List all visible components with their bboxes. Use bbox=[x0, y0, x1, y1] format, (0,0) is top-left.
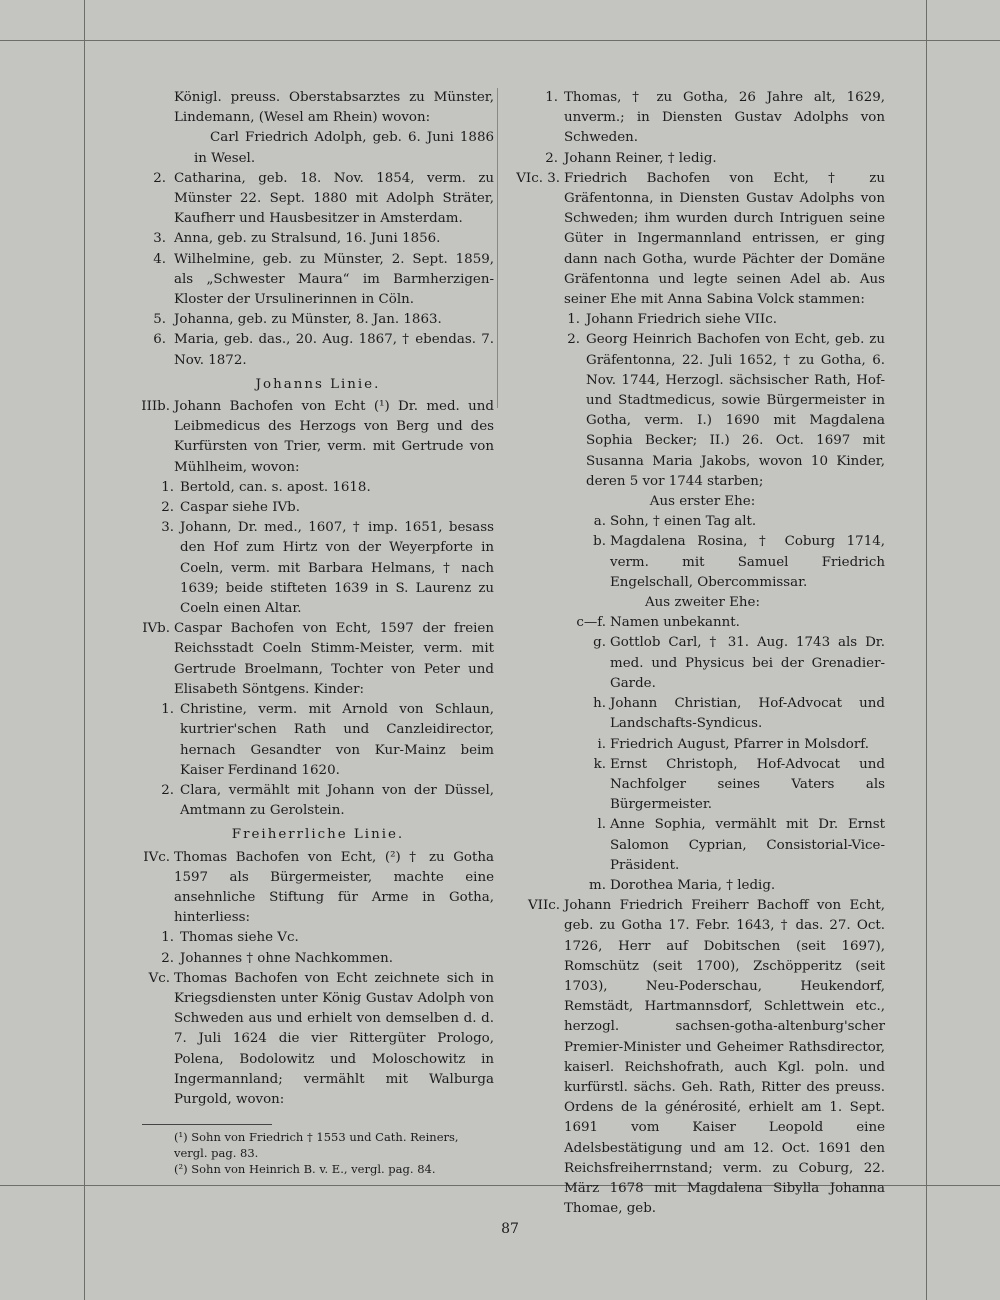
item-number: 1. bbox=[161, 479, 174, 495]
item-letter: m. bbox=[589, 877, 606, 893]
item-number: 5. bbox=[153, 312, 166, 328]
genealogy-entry bbox=[520, 896, 885, 1219]
item-number: 2. bbox=[161, 782, 174, 798]
item-letter: b. bbox=[593, 534, 606, 550]
item-letter: l. bbox=[597, 817, 606, 833]
item-letter: k. bbox=[593, 756, 606, 772]
entry-text: Johann Friedrich Freiherr Bachoff von Echt, geb. zu Gotha 17. Febr. 1643, † das. 27. Oct. 1726, Herr auf Dobitschen (seit 1697), Romschütz (seit 1700), Zschöpperitz (seit 1703), Neu-Poderschau, Heukendorf, Remstädt, Hartmannsdorf, Schlettwein etc., herzogl. sachsen-gotha-altenburg'scher Premier-Minister und Geheimer Rathsdirector, kaiserl. Reichshofrath, auch Kgl. poln. und kurfürstl. sächs. Geh. Rath, Ritter des preuss. Ordens de la générosité, erhielt am 1. Sept. 1691 vom Kaiser Leopold eine Adelsbestätigung und am 12. Oct. 1691 den Reichsfreiherrnstand; verm. zu Coburg, 22. März 1678 mit Magdalena Sibylla Johanna Thomae, geb. bbox=[564, 898, 885, 1217]
item-number: 2. bbox=[567, 332, 580, 348]
item-number: 3. bbox=[153, 231, 166, 247]
item-text: Ernst Christoph, Hof-Advocat und Nachfolger seines Vaters als Bürgermeister. bbox=[610, 756, 885, 813]
item-letter: i. bbox=[597, 736, 606, 752]
list-item bbox=[520, 532, 885, 593]
list-item bbox=[520, 330, 885, 492]
genealogy-entry bbox=[516, 169, 885, 310]
entry-text: Thomas Bachofen von Echt, (²) † zu Gotha 1597 als Bürgermeister, machte eine ansehnliche Stiftung für Arme in Gotha, hinterliess: bbox=[174, 849, 494, 926]
entry-text: Caspar Bachofen von Echt, 1597 der freien Reichsstadt Coeln Stimm-Meister, verm. mit Gertrude Broelmann, Tochter von Peter und Elisabeth Söntgens. Kinder: bbox=[174, 621, 494, 697]
generation-label: IVb. bbox=[142, 621, 170, 637]
item-text: Bertold, can. s. apost. 1618. bbox=[180, 479, 371, 495]
subheading: Aus zweiter Ehe: bbox=[645, 595, 760, 611]
paragraph bbox=[142, 88, 494, 128]
list-item bbox=[520, 310, 885, 330]
list-item bbox=[520, 735, 885, 755]
list-item bbox=[142, 498, 494, 518]
item-number: 2. bbox=[161, 500, 174, 516]
item-text: Anne Sophia, vermählt mit Dr. Ernst Salomon Cyprian, Consistorial-Vice-Präsident. bbox=[610, 817, 885, 873]
item-letter: g. bbox=[593, 635, 606, 651]
right-margin-rule bbox=[926, 0, 927, 1300]
list-item bbox=[142, 229, 494, 249]
list-item bbox=[142, 169, 494, 230]
item-text: Caspar siehe IVb. bbox=[180, 500, 300, 516]
entry-text: Friedrich Bachofen von Echt, † zu Gräfentonna, in Diensten Gustav Adolphs von Schweden; ihm wurden durch Intriguen seine Güter in Ingermannland entrissen, er ging dann nach Gotha, wurde Pächter der Domäne Gräfentonna und legte seinen Adel ab. Aus seiner Ehe mit Anna Sabina Volck stammen: bbox=[564, 170, 885, 308]
item-text: Johann, Dr. med., 1607, † imp. 1651, besass den Hof zum Hirtz von der Weyerpforte in Coeln, verm. mit Barbara Helmans, † nach 1639; beide stifteten 1639 in S. Laurenz zu Coeln einen Altar. bbox=[180, 520, 494, 617]
item-letter: h. bbox=[593, 696, 606, 712]
list-item bbox=[520, 633, 885, 694]
genealogy-entry bbox=[142, 848, 494, 929]
item-text: Gottlob Carl, † 31. Aug. 1743 als Dr. med. und Physicus bei der Grenadier-Garde. bbox=[610, 635, 885, 691]
item-text: Maria, geb. das., 20. Aug. 1867, † ebendas. 7. Nov. 1872. bbox=[174, 332, 494, 368]
entry-text: Johann Bachofen von Echt (¹) Dr. med. und Leibmedicus des Herzogs von Berg und des Kurfürsten von Trier, verm. mit Gertrude von Mühlheim, wovon: bbox=[174, 399, 494, 475]
item-number: 1. bbox=[161, 702, 174, 718]
footnote: (¹) Sohn von Friedrich † 1553 und Cath. Reiners, vergl. pag. 83. bbox=[174, 1130, 459, 1161]
item-number: 2. bbox=[153, 170, 166, 186]
item-text: Friedrich August, Pfarrer in Molsdorf. bbox=[610, 736, 869, 752]
list-item bbox=[142, 700, 494, 781]
generation-label: VIIc. bbox=[527, 898, 560, 914]
list-item bbox=[520, 755, 885, 816]
genealogy-entry bbox=[142, 397, 494, 478]
list-item bbox=[142, 310, 494, 330]
section-heading: Freiherrliche Linie. bbox=[231, 827, 405, 843]
item-number: 2. bbox=[545, 150, 558, 166]
item-text: Clara, vermählt mit Johann von der Düssel, Amtmann zu Gerolstein. bbox=[180, 782, 494, 819]
list-item bbox=[520, 815, 885, 876]
item-number: 1. bbox=[567, 312, 580, 328]
item-text: Christine, verm. mit Arnold von Schlaun, kurtrier'schen Rath und Canzleidirector, hernach Gesandter von Kur-Mainz beim Kaiser Ferdinand 1620. bbox=[180, 702, 494, 778]
footnote-rule bbox=[142, 1124, 272, 1125]
item-number: 6. bbox=[153, 332, 166, 348]
generation-label: IVc. bbox=[143, 849, 170, 865]
list-item bbox=[520, 694, 885, 734]
paragraph bbox=[142, 128, 494, 168]
list-item bbox=[520, 88, 885, 149]
item-text: Johannes † ohne Nachkommen. bbox=[180, 950, 393, 966]
generation-label: IIIb. bbox=[141, 399, 170, 415]
list-item bbox=[142, 781, 494, 821]
list-item bbox=[520, 149, 885, 169]
item-text: Georg Heinrich Bachofen von Echt, geb. zu Gräfentonna, 22. Juli 1652, † zu Gotha, 6. Nov. 1744, Herzogl. sächsischer Rath, Hof- und Stadtmedicus, sowie Bürgermeister in Gotha, verm. I.) 1690 mit Magdalena Sophia Becker; II.) 26. Oct. 1697 mit Susanna Maria Jakobs, wovon 10 Kinder, deren 5 vor 1744 starben; bbox=[586, 332, 885, 489]
list-item bbox=[520, 876, 885, 896]
entry-text: Thomas Bachofen von Echt zeichnete sich in Kriegsdiensten unter König Gustav Adolph von Schweden aus und erhielt von demselben d. d. 7. Juli 1624 die vier Rittergüter Prologo, Polena, Bodolowitz und Moloschowitz in Ingermannland; vermählt mit Walburga Purgold, wovon: bbox=[174, 970, 494, 1107]
item-text: Johann Friedrich siehe VIIc. bbox=[586, 312, 777, 328]
item-text: Johann Christian, Hof-Advocat und Landschafts-Syndicus. bbox=[610, 696, 885, 732]
list-item bbox=[142, 949, 494, 969]
item-number: 2. bbox=[161, 950, 174, 966]
right-column bbox=[516, 88, 885, 1219]
subheading: Aus erster Ehe: bbox=[649, 494, 756, 510]
item-number: 1. bbox=[161, 930, 174, 946]
item-letter: c—f. bbox=[576, 615, 606, 631]
column-divider bbox=[497, 88, 498, 408]
list-item bbox=[520, 512, 885, 532]
item-text: Thomas siehe Vc. bbox=[180, 930, 299, 946]
footnote: (²) Sohn von Heinrich B. v. E., vergl. pag. 84. bbox=[174, 1162, 436, 1177]
list-item bbox=[520, 613, 885, 633]
generation-label: VIc. 3. bbox=[516, 170, 560, 186]
list-item bbox=[142, 478, 494, 498]
item-text: Namen unbekannt. bbox=[610, 615, 740, 631]
item-text: Johann Reiner, † ledig. bbox=[564, 150, 717, 166]
list-item bbox=[142, 518, 494, 619]
item-text: Johanna, geb. zu Münster, 8. Jan. 1863. bbox=[174, 312, 442, 328]
list-item bbox=[142, 330, 494, 370]
item-number: 4. bbox=[153, 251, 166, 267]
item-number: 1. bbox=[545, 90, 558, 105]
item-text: Catharina, geb. 18. Nov. 1854, verm. zu Münster 22. Sept. 1880 mit Adolph Sträter, Kaufherr und Hausbesitzer in Amsterdam. bbox=[174, 170, 494, 227]
left-margin-rule bbox=[84, 0, 85, 1300]
text: Carl Friedrich Adolph, geb. 6. Juni 1886 in Wesel. bbox=[194, 130, 494, 166]
item-text: Anna, geb. zu Stralsund, 16. Juni 1856. bbox=[174, 231, 441, 247]
list-item bbox=[142, 250, 494, 311]
generation-label: Vc. bbox=[148, 970, 170, 986]
genealogy-entry bbox=[142, 969, 494, 1110]
section-heading: Johanns Linie. bbox=[255, 376, 381, 392]
list-item bbox=[142, 928, 494, 948]
item-number: 3. bbox=[161, 520, 174, 536]
left-column bbox=[142, 88, 494, 1177]
page-number: 87 bbox=[501, 1221, 519, 1237]
item-text: Thomas, † zu Gotha, 26 Jahre alt, 1629, unverm.; in Diensten Gustav Adolphs von Schweden. bbox=[564, 90, 885, 146]
item-text: Magdalena Rosina, † Coburg 1714, verm. mit Samuel Friedrich Engelschall, Obercommissar. bbox=[610, 534, 885, 590]
item-text: Wilhelmine, geb. zu Münster, 2. Sept. 1859, als „Schwester Maura“ im Barmherzigen-Kloster der Ursulinerinnen in Cöln. bbox=[174, 251, 494, 308]
top-rule bbox=[0, 40, 1000, 41]
genealogy-entry bbox=[142, 619, 494, 700]
item-letter: a. bbox=[593, 514, 606, 530]
item-text: Sohn, † einen Tag alt. bbox=[610, 514, 757, 530]
text: Königl. preuss. Oberstabsarztes zu Münster, Lindemann, (Wesel am Rhein) wovon: bbox=[174, 90, 494, 126]
item-text: Dorothea Maria, † ledig. bbox=[610, 877, 776, 893]
